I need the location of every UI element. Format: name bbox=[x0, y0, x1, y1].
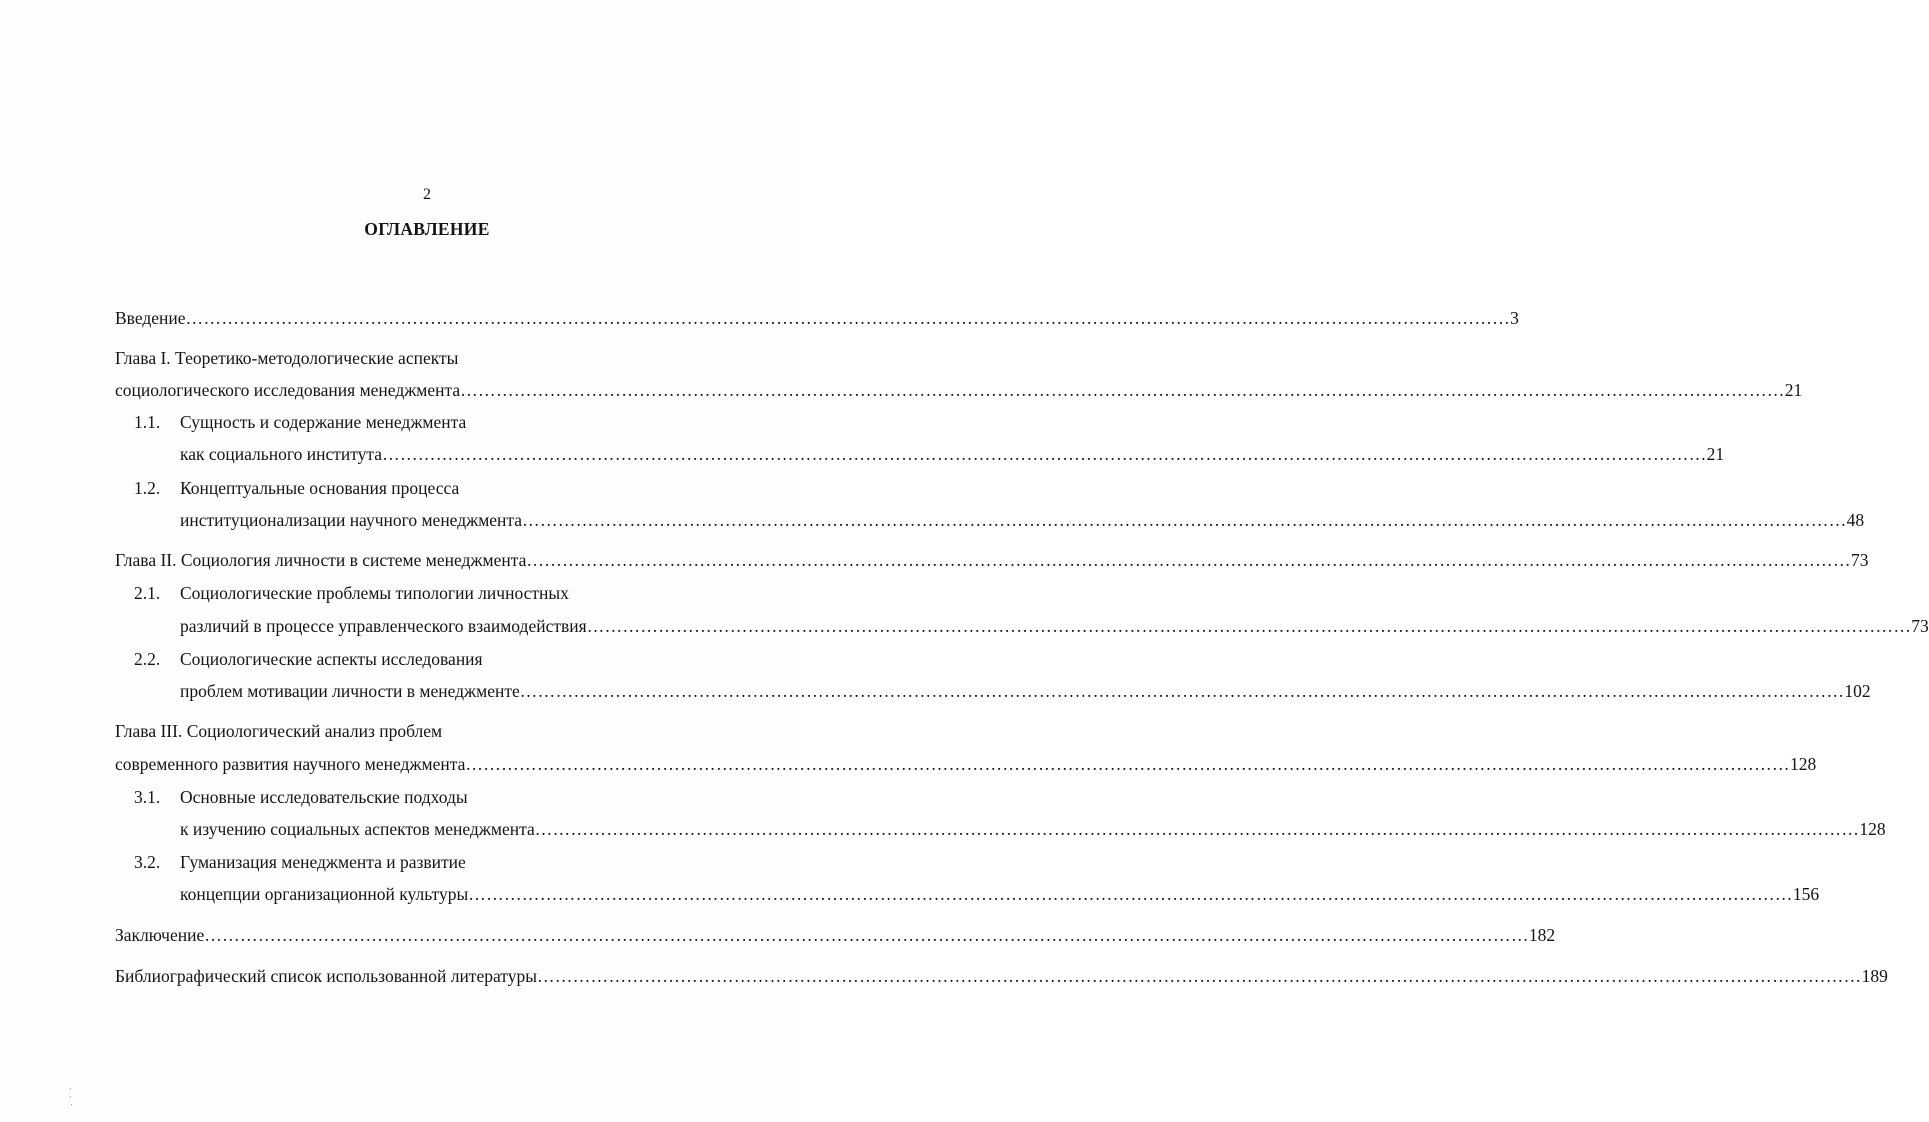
toc-section-1-2 bbox=[180, 509, 1865, 531]
toc-section-number: 3.2. bbox=[134, 852, 161, 872]
toc-entry-text: различий в процессе управленческого взаимодействия bbox=[180, 616, 587, 636]
leader-dots: …………………………………………………………………………………………………………………………………………………………………………………………………… bbox=[534, 819, 1860, 839]
toc-page-number: 128 bbox=[1789, 754, 1817, 774]
leader-dots: …………………………………………………………………………………………………………………………………………………………………………………………………… bbox=[465, 754, 1790, 774]
leader-dots: …………………………………………………………………………………………………………………………………………………………………………………………………… bbox=[522, 510, 1847, 530]
scan-speck bbox=[70, 1088, 71, 1089]
toc-page-number: 189 bbox=[1861, 966, 1888, 986]
toc-page-number: 48 bbox=[1846, 510, 1865, 530]
leader-dots: …………………………………………………………………………………………………………………………………………………………………………………………………… bbox=[526, 550, 1851, 570]
leader-dots: …………………………………………………………………………………………………………………………………………………………………………………………………… bbox=[536, 966, 1862, 986]
leader-dots: …………………………………………………………………………………………………………………………………………………………………………………………………… bbox=[586, 616, 1912, 636]
toc-page-number: 73 bbox=[1850, 550, 1869, 570]
leader-dots: …………………………………………………………………………………………………………………………………………………………………………………………………… bbox=[382, 444, 1707, 464]
toc-page-number: 182 bbox=[1528, 925, 1556, 945]
toc-chapter-1-title: Глава I. Теоретико-методологические аспекты bbox=[115, 348, 459, 368]
page-number: 2 bbox=[423, 186, 431, 203]
toc-page-number: 128 bbox=[1859, 819, 1886, 839]
toc-entry-bibliography bbox=[115, 965, 1888, 987]
toc-section-number: 1.1. bbox=[134, 412, 161, 432]
page-title: ОГЛАВЛЕНИЕ bbox=[364, 219, 490, 239]
toc-section-3-2 bbox=[180, 883, 1820, 905]
leader-dots: …………………………………………………………………………………………………………………………………………………………………………………………………… bbox=[460, 380, 1785, 400]
toc-section-number: 2.1. bbox=[134, 583, 161, 603]
toc-chapter-3 bbox=[115, 753, 1817, 775]
toc-section-2-1 bbox=[180, 615, 1929, 637]
toc-entry-text: концепции организационной культуры bbox=[180, 884, 469, 904]
toc-entry-text: Библиографический список использованной литературы bbox=[115, 966, 537, 986]
toc-page-number: 21 bbox=[1706, 444, 1725, 464]
toc-entry-intro bbox=[115, 307, 1519, 329]
scan-speck bbox=[70, 1096, 71, 1097]
toc-section-1-2-title: Концептуальные основания процесса bbox=[180, 478, 460, 498]
toc-entry-text: институционализации научного менеджмента bbox=[180, 510, 523, 530]
toc-section-3-1-title: Основные исследовательские подходы bbox=[180, 787, 468, 807]
toc-section-number: 2.2. bbox=[134, 649, 161, 669]
toc-section-3-1 bbox=[180, 818, 1886, 840]
toc-section-2-2 bbox=[180, 680, 1871, 702]
toc-section-1-1 bbox=[180, 443, 1725, 465]
toc-page-number: 21 bbox=[1784, 380, 1803, 400]
toc-section-1-1-title: Сущность и содержание менеджмента bbox=[180, 412, 467, 432]
leader-dots: …………………………………………………………………………………………………………………………………………………………………………………………………… bbox=[468, 884, 1793, 904]
leader-dots: …………………………………………………………………………………………………………………………………………………………………………………………………… bbox=[185, 308, 1511, 328]
toc-chapter-2 bbox=[115, 549, 1869, 571]
scan-speck bbox=[71, 1104, 72, 1105]
leader-dots: …………………………………………………………………………………………………………………………………………………………………………………………………… bbox=[204, 925, 1529, 945]
toc-page-number: 156 bbox=[1792, 884, 1820, 904]
toc-entry-text: современного развития научного менеджмента bbox=[115, 754, 466, 774]
toc-section-2-1-title: Социологические проблемы типологии личностных bbox=[180, 583, 569, 603]
toc-page-number: 73 bbox=[1911, 616, 1929, 636]
toc-entry-text: проблем мотивации личности в менеджменте bbox=[180, 681, 520, 701]
toc-entry-text: к изучению социальных аспектов менеджмента bbox=[180, 819, 535, 839]
toc-section-3-2-title: Гуманизация менеджмента и развитие bbox=[180, 852, 466, 872]
toc-section-number: 3.1. bbox=[134, 787, 161, 807]
toc-page-number: 3 bbox=[1510, 308, 1519, 328]
toc-entry-text: как социального института bbox=[180, 444, 383, 464]
toc-section-2-2-title: Социологические аспекты исследования bbox=[180, 649, 483, 669]
leader-dots: …………………………………………………………………………………………………………………………………………………………………………………………………… bbox=[519, 681, 1845, 701]
toc-entry-conclusion bbox=[115, 924, 1556, 946]
toc-entry-text: социологического исследования менеджмента bbox=[115, 380, 461, 400]
toc-page-number: 102 bbox=[1844, 681, 1871, 701]
toc-chapter-3-title: Глава III. Социологический анализ проблем bbox=[115, 721, 443, 741]
toc-entry-text: Заключение bbox=[115, 925, 205, 945]
toc-chapter-1 bbox=[115, 379, 1803, 401]
toc-entry-text: Глава II. Социология личности в системе менеджмента bbox=[115, 550, 527, 570]
toc-entry-text: Введение bbox=[115, 308, 186, 328]
toc-section-number: 1.2. bbox=[134, 478, 161, 498]
